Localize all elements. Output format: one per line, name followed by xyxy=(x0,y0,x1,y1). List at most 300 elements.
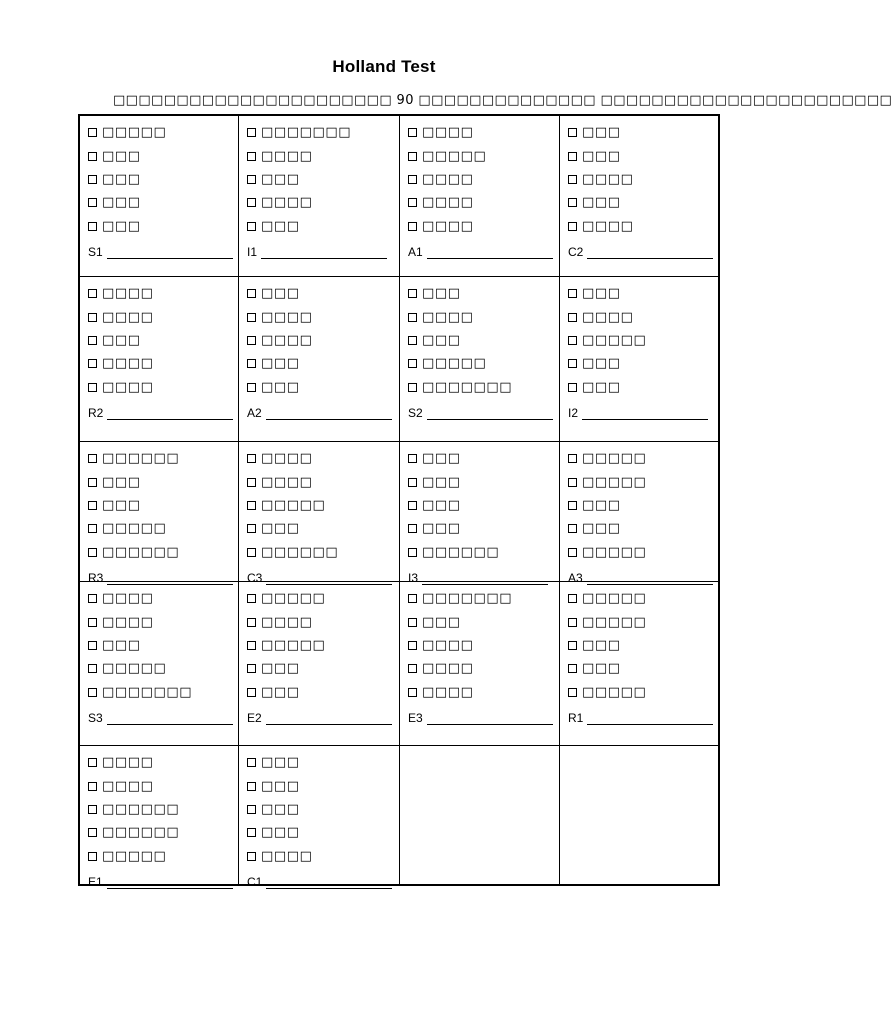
checkbox-icon[interactable] xyxy=(88,336,97,345)
score-blank-line[interactable] xyxy=(266,406,392,420)
checkbox-item[interactable] xyxy=(408,329,559,352)
checkbox-item[interactable] xyxy=(247,587,399,610)
checkbox-label: □□□□ xyxy=(582,218,634,234)
checkbox-item[interactable] xyxy=(247,657,399,680)
checkbox-label: □□□ xyxy=(261,356,300,372)
category-cell-i2 xyxy=(560,277,719,441)
category-cell-a1 xyxy=(400,116,559,276)
checkbox-label: □□□□ xyxy=(261,848,313,864)
checkbox-item[interactable] xyxy=(408,494,559,517)
checkbox-item[interactable] xyxy=(247,470,399,493)
category-code: I3 xyxy=(408,570,419,585)
checkbox-item[interactable] xyxy=(568,282,719,305)
category-code: C2 xyxy=(568,244,584,259)
checkbox-label: □□□□ xyxy=(422,125,474,141)
checkbox-icon[interactable] xyxy=(408,313,417,322)
checkbox-item[interactable] xyxy=(88,352,238,375)
checkbox-icon[interactable] xyxy=(408,128,417,137)
checkbox-item[interactable] xyxy=(247,144,399,167)
checkbox-item[interactable] xyxy=(88,168,238,191)
checkbox-icon[interactable] xyxy=(408,336,417,345)
checkbox-icon[interactable] xyxy=(88,664,97,673)
score-row xyxy=(88,705,238,725)
checkbox-icon[interactable] xyxy=(88,222,97,231)
score-row xyxy=(247,400,399,420)
checkbox-icon[interactable] xyxy=(247,152,256,161)
checkbox-icon[interactable] xyxy=(408,524,417,533)
checkbox-icon[interactable] xyxy=(568,454,577,463)
checkbox-label: □□□ xyxy=(261,755,300,771)
score-blank-line[interactable] xyxy=(107,711,233,725)
checkbox-item[interactable] xyxy=(408,447,559,470)
checkbox-icon[interactable] xyxy=(88,359,97,368)
checkbox-icon[interactable] xyxy=(568,501,577,510)
checkbox-item[interactable] xyxy=(247,681,399,704)
checkbox-label: □□□ xyxy=(102,218,141,234)
checkbox-icon[interactable] xyxy=(408,688,417,697)
category-code: A3 xyxy=(568,570,583,585)
checkbox-label: □□□□ xyxy=(261,451,313,467)
checkbox-label: □□□□□□ xyxy=(102,825,180,841)
checkbox-item[interactable] xyxy=(568,191,719,214)
checkbox-icon[interactable] xyxy=(88,128,97,137)
checkbox-item[interactable] xyxy=(568,352,719,375)
checkbox-icon[interactable] xyxy=(88,478,97,487)
checkbox-item[interactable] xyxy=(568,376,719,399)
checkbox-item[interactable] xyxy=(568,305,719,328)
checkbox-item[interactable] xyxy=(88,215,238,238)
checkbox-item[interactable] xyxy=(568,470,719,493)
checkbox-label: □□□ xyxy=(261,661,300,677)
checkbox-icon[interactable] xyxy=(247,359,256,368)
checkbox-label: □□□ xyxy=(582,379,621,395)
checkbox-icon[interactable] xyxy=(88,152,97,161)
checkbox-label: □□□□□ xyxy=(261,497,326,513)
checkbox-label: □□□□□ xyxy=(102,661,167,677)
score-blank-line[interactable] xyxy=(107,406,233,420)
checkbox-item[interactable] xyxy=(408,376,559,399)
checkbox-item[interactable] xyxy=(247,634,399,657)
checkbox-item[interactable] xyxy=(568,494,719,517)
score-blank-line[interactable] xyxy=(107,245,233,259)
checkbox-icon[interactable] xyxy=(408,289,417,298)
checkbox-icon[interactable] xyxy=(247,289,256,298)
checkbox-item[interactable] xyxy=(247,821,399,844)
checkbox-icon[interactable] xyxy=(88,688,97,697)
checkbox-label: □□□□ xyxy=(102,379,154,395)
checkbox-icon[interactable] xyxy=(88,313,97,322)
checkbox-item[interactable] xyxy=(408,282,559,305)
checkbox-icon[interactable] xyxy=(408,501,417,510)
score-row xyxy=(408,239,559,259)
category-code: R3 xyxy=(88,570,104,585)
checkbox-label: □□□□ xyxy=(102,591,154,607)
category-code: R1 xyxy=(568,710,584,725)
checkbox-item[interactable] xyxy=(568,447,719,470)
checkbox-icon[interactable] xyxy=(408,175,417,184)
checkbox-icon[interactable] xyxy=(88,782,97,791)
checkbox-icon[interactable] xyxy=(247,128,256,137)
checkbox-label: □□□□ xyxy=(422,195,474,211)
checkbox-item[interactable] xyxy=(88,821,238,844)
checkbox-item[interactable] xyxy=(247,282,399,305)
checkbox-label: □□□□ xyxy=(102,356,154,372)
checkbox-icon[interactable] xyxy=(247,594,256,603)
checkbox-label: □□□□ xyxy=(261,332,313,348)
checkbox-item[interactable] xyxy=(247,774,399,797)
checkbox-label: □□□□□□ xyxy=(102,451,180,467)
score-row xyxy=(568,705,719,725)
checkbox-icon[interactable] xyxy=(568,594,577,603)
score-row xyxy=(88,239,238,259)
checkbox-label: □□□ xyxy=(422,286,461,302)
checkbox-icon[interactable] xyxy=(568,478,577,487)
checkbox-icon[interactable] xyxy=(568,289,577,298)
checkbox-label: □□□□□□ xyxy=(261,544,339,560)
checkbox-icon[interactable] xyxy=(247,478,256,487)
checkbox-icon[interactable] xyxy=(247,618,256,627)
checkbox-label: □□□ xyxy=(422,497,461,513)
checkbox-label: □□□ xyxy=(102,195,141,211)
checkbox-item[interactable] xyxy=(568,587,719,610)
checkbox-item[interactable] xyxy=(247,494,399,517)
checkbox-label: □□□□□□ xyxy=(102,801,180,817)
checkbox-label: □□□□ xyxy=(422,637,474,653)
checkbox-item[interactable] xyxy=(568,681,719,704)
checkbox-icon[interactable] xyxy=(247,758,256,767)
checkbox-label: □□□□ xyxy=(582,171,634,187)
checkbox-label: □□□ xyxy=(422,474,461,490)
checkbox-icon[interactable] xyxy=(88,805,97,814)
checkbox-icon[interactable] xyxy=(408,618,417,627)
checkbox-icon[interactable] xyxy=(247,175,256,184)
checkbox-icon[interactable] xyxy=(408,478,417,487)
checkbox-icon[interactable] xyxy=(247,548,256,557)
checkbox-item[interactable] xyxy=(88,282,238,305)
checkbox-label: □□□ xyxy=(422,521,461,537)
checkbox-item[interactable] xyxy=(408,587,559,610)
checkbox-item[interactable] xyxy=(88,144,238,167)
checkbox-item[interactable] xyxy=(568,657,719,680)
checkbox-item[interactable] xyxy=(247,191,399,214)
checkbox-item[interactable] xyxy=(247,798,399,821)
checkbox-label: □□□ xyxy=(422,614,461,630)
checkbox-icon[interactable] xyxy=(568,359,577,368)
checkbox-icon[interactable] xyxy=(568,618,577,627)
checkbox-icon[interactable] xyxy=(408,641,417,650)
checkbox-icon[interactable] xyxy=(568,175,577,184)
score-row xyxy=(568,400,719,420)
checkbox-item[interactable] xyxy=(88,470,238,493)
score-row xyxy=(408,400,559,420)
checkbox-item[interactable] xyxy=(88,798,238,821)
score-blank-line[interactable] xyxy=(266,875,392,889)
checkbox-label: □□□ xyxy=(102,171,141,187)
checkbox-icon[interactable] xyxy=(568,222,577,231)
checkbox-item[interactable] xyxy=(247,541,399,564)
checkbox-item[interactable] xyxy=(408,634,559,657)
checkbox-item[interactable] xyxy=(88,376,238,399)
score-blank-line[interactable] xyxy=(107,875,233,889)
checkbox-item[interactable] xyxy=(408,121,559,144)
checkbox-item[interactable] xyxy=(568,329,719,352)
score-blank-line[interactable] xyxy=(582,406,708,420)
checkbox-item[interactable] xyxy=(247,352,399,375)
checkbox-label: □□□ xyxy=(582,497,621,513)
checkbox-item[interactable] xyxy=(88,121,238,144)
checkbox-label: □□□ xyxy=(582,286,621,302)
checkbox-icon[interactable] xyxy=(408,383,417,392)
score-blank-line[interactable] xyxy=(427,245,553,259)
checkbox-icon[interactable] xyxy=(88,618,97,627)
checkbox-item[interactable] xyxy=(568,144,719,167)
checkbox-label: □□□ xyxy=(582,356,621,372)
checkbox-label: □□□□ xyxy=(422,684,474,700)
checkbox-item[interactable] xyxy=(88,541,238,564)
checkbox-item[interactable] xyxy=(88,774,238,797)
checkbox-label: □□□ xyxy=(102,148,141,164)
checkbox-icon[interactable] xyxy=(408,152,417,161)
category-code: I1 xyxy=(247,244,258,259)
checkbox-label: □□□□ xyxy=(261,309,313,325)
score-row xyxy=(247,705,399,725)
category-cell-s3 xyxy=(80,582,238,745)
checkbox-item[interactable] xyxy=(247,376,399,399)
checkbox-icon[interactable] xyxy=(247,805,256,814)
checkbox-item[interactable] xyxy=(88,329,238,352)
checkbox-icon[interactable] xyxy=(88,594,97,603)
score-blank-line[interactable] xyxy=(587,711,713,725)
checkbox-item[interactable] xyxy=(247,517,399,540)
checkbox-item[interactable] xyxy=(408,168,559,191)
checkbox-item[interactable] xyxy=(568,121,719,144)
checkbox-icon[interactable] xyxy=(247,454,256,463)
checkbox-label: □□□□□ xyxy=(582,684,647,700)
checkbox-icon[interactable] xyxy=(88,198,97,207)
checkbox-label: □□□□□□□ xyxy=(422,379,513,395)
category-code: C1 xyxy=(247,874,263,889)
checkbox-icon[interactable] xyxy=(247,222,256,231)
category-cell-r1 xyxy=(560,582,719,745)
checkbox-icon[interactable] xyxy=(408,222,417,231)
checkbox-item[interactable] xyxy=(88,634,238,657)
checkbox-item[interactable] xyxy=(408,144,559,167)
checkbox-label: □□□□□ xyxy=(102,125,167,141)
checkbox-label: □□□□ xyxy=(422,171,474,187)
score-blank-line[interactable] xyxy=(427,711,553,725)
checkbox-item[interactable] xyxy=(408,191,559,214)
checkbox-icon[interactable] xyxy=(88,524,97,533)
checkbox-item[interactable] xyxy=(247,329,399,352)
category-code: S2 xyxy=(408,405,423,420)
checkbox-icon[interactable] xyxy=(408,198,417,207)
checkbox-icon[interactable] xyxy=(88,828,97,837)
checkbox-icon[interactable] xyxy=(247,828,256,837)
checkbox-icon[interactable] xyxy=(247,383,256,392)
checkbox-label: □□□□□ xyxy=(422,356,487,372)
checkbox-label: □□□□ xyxy=(261,614,313,630)
checkbox-label: □□□□□□□ xyxy=(261,125,352,141)
checkbox-item[interactable] xyxy=(408,517,559,540)
category-cell-r2 xyxy=(80,277,238,441)
checkbox-item[interactable] xyxy=(88,751,238,774)
checkbox-icon[interactable] xyxy=(247,501,256,510)
checkbox-item[interactable] xyxy=(88,610,238,633)
checkbox-item[interactable] xyxy=(88,517,238,540)
checkbox-label: □□□ xyxy=(582,521,621,537)
checkbox-item[interactable] xyxy=(88,657,238,680)
checkbox-label: □□□□ xyxy=(422,218,474,234)
checkbox-icon[interactable] xyxy=(408,594,417,603)
category-code: A2 xyxy=(247,405,262,420)
checkbox-icon[interactable] xyxy=(88,175,97,184)
checkbox-item[interactable] xyxy=(408,305,559,328)
checkbox-label: □□□□ xyxy=(102,755,154,771)
checkbox-item[interactable] xyxy=(247,168,399,191)
category-cell-s2 xyxy=(400,277,559,441)
checkbox-label: □□□□□ xyxy=(582,591,647,607)
checkbox-label: □□□□□ xyxy=(582,544,647,560)
checkbox-item[interactable] xyxy=(88,447,238,470)
checkbox-icon[interactable] xyxy=(88,548,97,557)
checkbox-icon[interactable] xyxy=(247,664,256,673)
checkbox-item[interactable] xyxy=(88,494,238,517)
checkbox-icon[interactable] xyxy=(88,383,97,392)
checkbox-item[interactable] xyxy=(88,681,238,704)
checkbox-label: □□□□□□□ xyxy=(422,591,513,607)
category-code: S1 xyxy=(88,244,103,259)
checkbox-item[interactable] xyxy=(247,845,399,868)
checkbox-item[interactable] xyxy=(568,215,719,238)
category-cell-e1 xyxy=(80,746,238,889)
checkbox-icon[interactable] xyxy=(408,454,417,463)
checkbox-item[interactable] xyxy=(247,121,399,144)
checkbox-label: □□□□□ xyxy=(102,521,167,537)
checkbox-icon[interactable] xyxy=(88,758,97,767)
checkbox-label: □□□□□□□ xyxy=(102,684,193,700)
checkbox-icon[interactable] xyxy=(568,524,577,533)
checkbox-icon[interactable] xyxy=(247,313,256,322)
score-blank-line[interactable] xyxy=(266,711,392,725)
checkbox-icon[interactable] xyxy=(568,664,577,673)
checkbox-label: □□□□□ xyxy=(582,451,647,467)
holland-test-grid xyxy=(78,114,720,889)
checkbox-icon[interactable] xyxy=(568,198,577,207)
checkbox-icon[interactable] xyxy=(408,664,417,673)
checkbox-icon[interactable] xyxy=(568,128,577,137)
checkbox-item[interactable] xyxy=(247,610,399,633)
checkbox-icon[interactable] xyxy=(408,359,417,368)
checkbox-icon[interactable] xyxy=(247,641,256,650)
category-code: E1 xyxy=(88,874,103,889)
checkbox-item[interactable] xyxy=(408,215,559,238)
checkbox-icon[interactable] xyxy=(568,688,577,697)
category-cell-a2 xyxy=(239,277,399,441)
checkbox-label: □□□□ xyxy=(422,661,474,677)
checkbox-item[interactable] xyxy=(568,541,719,564)
checkbox-icon[interactable] xyxy=(568,152,577,161)
score-row xyxy=(408,705,559,725)
score-blank-line[interactable] xyxy=(427,406,553,420)
checkbox-icon[interactable] xyxy=(88,454,97,463)
category-code: I2 xyxy=(568,405,579,420)
checkbox-item[interactable] xyxy=(88,845,238,868)
category-cell-c3 xyxy=(239,442,399,585)
checkbox-item[interactable] xyxy=(568,634,719,657)
checkbox-label: □□□□ xyxy=(102,309,154,325)
category-cell-i1 xyxy=(239,116,399,276)
checkbox-label: □□□□ xyxy=(261,148,313,164)
checkbox-item[interactable] xyxy=(247,447,399,470)
checkbox-item[interactable] xyxy=(88,305,238,328)
checkbox-item[interactable] xyxy=(247,215,399,238)
checkbox-icon[interactable] xyxy=(568,548,577,557)
checkbox-label: □□□□□□ xyxy=(422,544,500,560)
checkbox-item[interactable] xyxy=(568,168,719,191)
checkbox-label: □□□□□ xyxy=(102,848,167,864)
checkbox-icon[interactable] xyxy=(568,313,577,322)
checkbox-label: □□□ xyxy=(102,474,141,490)
checkbox-icon[interactable] xyxy=(247,782,256,791)
checkbox-icon[interactable] xyxy=(568,383,577,392)
checkbox-item[interactable] xyxy=(408,657,559,680)
document-title: Holland Test xyxy=(332,57,436,76)
checkbox-icon[interactable] xyxy=(88,852,97,861)
checkbox-label: □□□ xyxy=(102,637,141,653)
checkbox-item[interactable] xyxy=(247,305,399,328)
checkbox-icon[interactable] xyxy=(408,548,417,557)
checkbox-icon[interactable] xyxy=(88,289,97,298)
checkbox-label: □□□□□ xyxy=(582,332,647,348)
checkbox-item[interactable] xyxy=(247,751,399,774)
checkbox-icon[interactable] xyxy=(247,852,256,861)
checkbox-label: □□□ xyxy=(582,125,621,141)
score-row xyxy=(88,869,238,889)
checkbox-icon[interactable] xyxy=(247,688,256,697)
checkbox-icon[interactable] xyxy=(88,501,97,510)
checkbox-icon[interactable] xyxy=(247,198,256,207)
category-code: E2 xyxy=(247,710,262,725)
category-cell-i3 xyxy=(400,442,559,585)
category-code: S3 xyxy=(88,710,103,725)
score-blank-line[interactable] xyxy=(261,245,387,259)
checkbox-label: □□□□□□ xyxy=(102,544,180,560)
checkbox-item[interactable] xyxy=(408,470,559,493)
checkbox-label: □□□□□ xyxy=(261,591,326,607)
checkbox-item[interactable] xyxy=(568,610,719,633)
checkbox-label: □□□ xyxy=(102,497,141,513)
checkbox-item[interactable] xyxy=(88,587,238,610)
checkbox-icon[interactable] xyxy=(247,524,256,533)
checkbox-icon[interactable] xyxy=(568,641,577,650)
checkbox-item[interactable] xyxy=(408,610,559,633)
checkbox-icon[interactable] xyxy=(568,336,577,345)
score-blank-line[interactable] xyxy=(587,245,713,259)
checkbox-item[interactable] xyxy=(88,191,238,214)
checkbox-item[interactable] xyxy=(408,352,559,375)
checkbox-label: □□□ xyxy=(261,684,300,700)
checkbox-item[interactable] xyxy=(568,517,719,540)
checkbox-item[interactable] xyxy=(408,541,559,564)
score-row xyxy=(247,869,399,889)
checkbox-label: □□□ xyxy=(422,451,461,467)
checkbox-label: □□□□□ xyxy=(261,637,326,653)
checkbox-icon[interactable] xyxy=(88,641,97,650)
checkbox-icon[interactable] xyxy=(247,336,256,345)
checkbox-item[interactable] xyxy=(408,681,559,704)
category-code: R2 xyxy=(88,405,104,420)
instruction-text: □□□□□□□□□□□□□□□□□□□□□□ 90 □□□□□□□□□□□□□□ □□□□□□□□□□□□□□□□□□□□□□□ xyxy=(113,93,892,108)
